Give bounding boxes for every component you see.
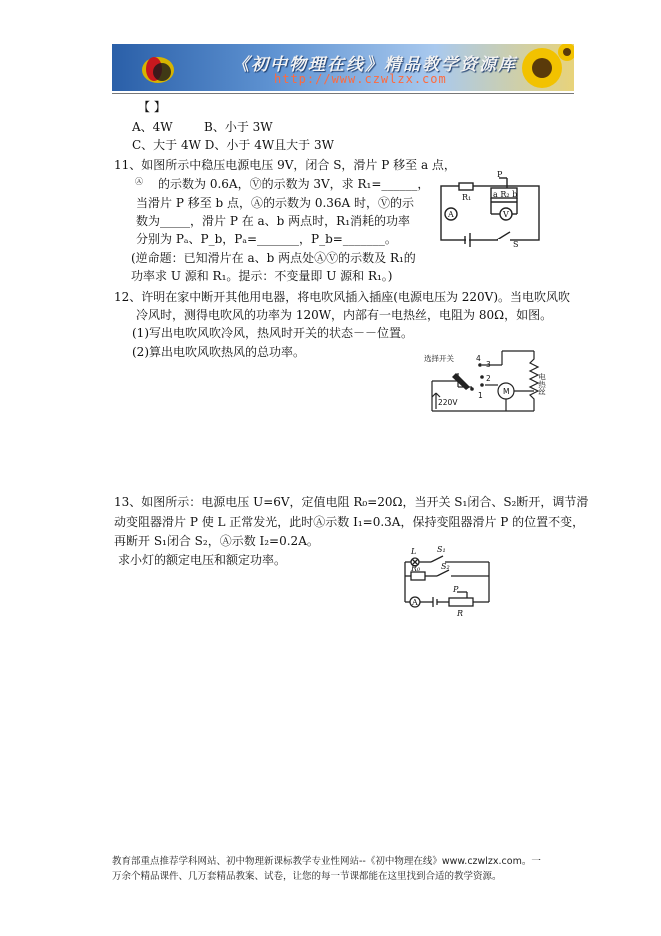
q11-line-7: 功率求 U 源和 R₁。提示：不变量即 U 源和 R₁。) (131, 269, 393, 283)
q12-fig-heater-label: 电热丝 (537, 373, 547, 396)
site-logo-icon (140, 50, 176, 86)
q10-option-b: B、小于 3W (204, 120, 273, 134)
q10-option-a: A、4W (132, 120, 173, 134)
q11-fig-v-label: V (503, 210, 509, 219)
q13-fig-lamp-label: L (411, 547, 417, 556)
q12-line-4: (2)算出电吹风吹热风的总功率。 (132, 345, 305, 359)
q11-circuit-diagram (435, 170, 545, 248)
header-banner (112, 44, 574, 91)
footer-line-1: 教育部重点推荐学科网站、初中物理新课标教学专业性网站--《初中物理在线》www.czwlzx.com。一 (112, 856, 541, 867)
q13-fig-r0-label: R₀ (411, 564, 421, 573)
q13-fig-s1-label: S₁ (437, 545, 446, 554)
q11-ammeter-icon: Ⓐ (135, 177, 143, 186)
q11-fig-r1-label: R₁ (462, 193, 472, 202)
q12-fig-switch-label: 选择开关 (424, 354, 454, 363)
footer-line-2: 万余个精品课件、几万套精品教案、试卷，让您的每一节课都能在这里找到合适的教学资源。 (112, 871, 502, 882)
q13-line-4: 求小灯的额定电压和额定功率。 (118, 553, 287, 567)
q11-fig-ab-label: a R₂ b (493, 190, 518, 199)
q12-fig-motor-label: M (503, 387, 510, 396)
q12-hairdryer-circuit-diagram (422, 343, 557, 421)
q12-line-2: 冷风时，测得电吹风的功率为 120W，内部有一电热丝，电阻为 80Ω，如图。 (136, 308, 553, 322)
q11-fig-a-label: A (448, 210, 454, 219)
q12-line-1: 12、许明在家中断开其他用电器，将电吹风插入插座(电源电压为 220V)。当电吹风吹 (114, 290, 571, 304)
q12-fig-pos1-label: 1 (478, 391, 483, 400)
q12-fig-pos3-label: 3 (486, 360, 491, 369)
q11-fig-p-label: P (497, 170, 503, 179)
q11-line-5: 分别为 Pₐ、P_b，Pₐ=_______，P_b=_______。 (136, 232, 397, 246)
q11-line-1: 11、如图所示中稳压电源电压 9V，闭合 S，滑片 P 移至 a 点， (114, 158, 456, 172)
q11-line-2: 的示数为 0.6A，Ⓥ的示数为 3V，求 R₁=______， (158, 177, 430, 191)
q10-option-cd: C、大于 4W D、小于 4W且大于 3W (132, 138, 334, 152)
sunflower-icon (512, 44, 574, 91)
q13-circuit-diagram (397, 540, 497, 620)
q13-fig-p-label: P (453, 585, 459, 594)
q13-fig-ammeter-label: A (412, 598, 418, 607)
q13-line-3: 再断开 S₁闭合 S₂，Ⓐ示数 I₂=0.2A。 (114, 534, 319, 548)
q12-line-3: (1)写出电吹风吹冷风，热风时开关的状态－－位置。 (132, 326, 414, 340)
q13-line-1: 13、如图所示：电源电压 U=6V，定值电阻 R₀=20Ω，当开关 S₁闭合、S₂断开，调节滑 (114, 495, 589, 509)
q11-fig-s-label: S (513, 240, 519, 248)
q12-fig-pos2-label: 2 (486, 374, 491, 383)
q10-answer-bracket: 【 】 (138, 100, 166, 114)
site-url[interactable]: http://www.czwlzx.com (274, 72, 447, 86)
q13-fig-r-label: R (457, 609, 464, 618)
q11-line-4: 数为_____，滑片 P 在 a、b 两点时，R₁消耗的功率 (136, 214, 411, 228)
q13-line-2: 动变阻器滑片 P 使 L 正常发光，此时Ⓐ示数 I₁=0.3A，保持变阻器滑片 P 的位置不变， (114, 515, 585, 529)
q13-fig-s2-label: S₂ (441, 562, 450, 571)
q11-line-3: 当滑片 P 移至 b 点，Ⓐ的示数为 0.36A 时，Ⓥ的示 (136, 196, 415, 210)
q12-fig-pos4-label: 4 (476, 354, 481, 363)
site-title: 《初中物理在线》精品教学资源库 (232, 55, 517, 75)
q12-fig-voltage-label: 220V (438, 398, 458, 407)
q11-line-6: (逆命题：已知滑片在 a、b 两点处ⒶⓋ的示数及 R₁的 (131, 251, 416, 265)
header-rule (112, 93, 574, 94)
